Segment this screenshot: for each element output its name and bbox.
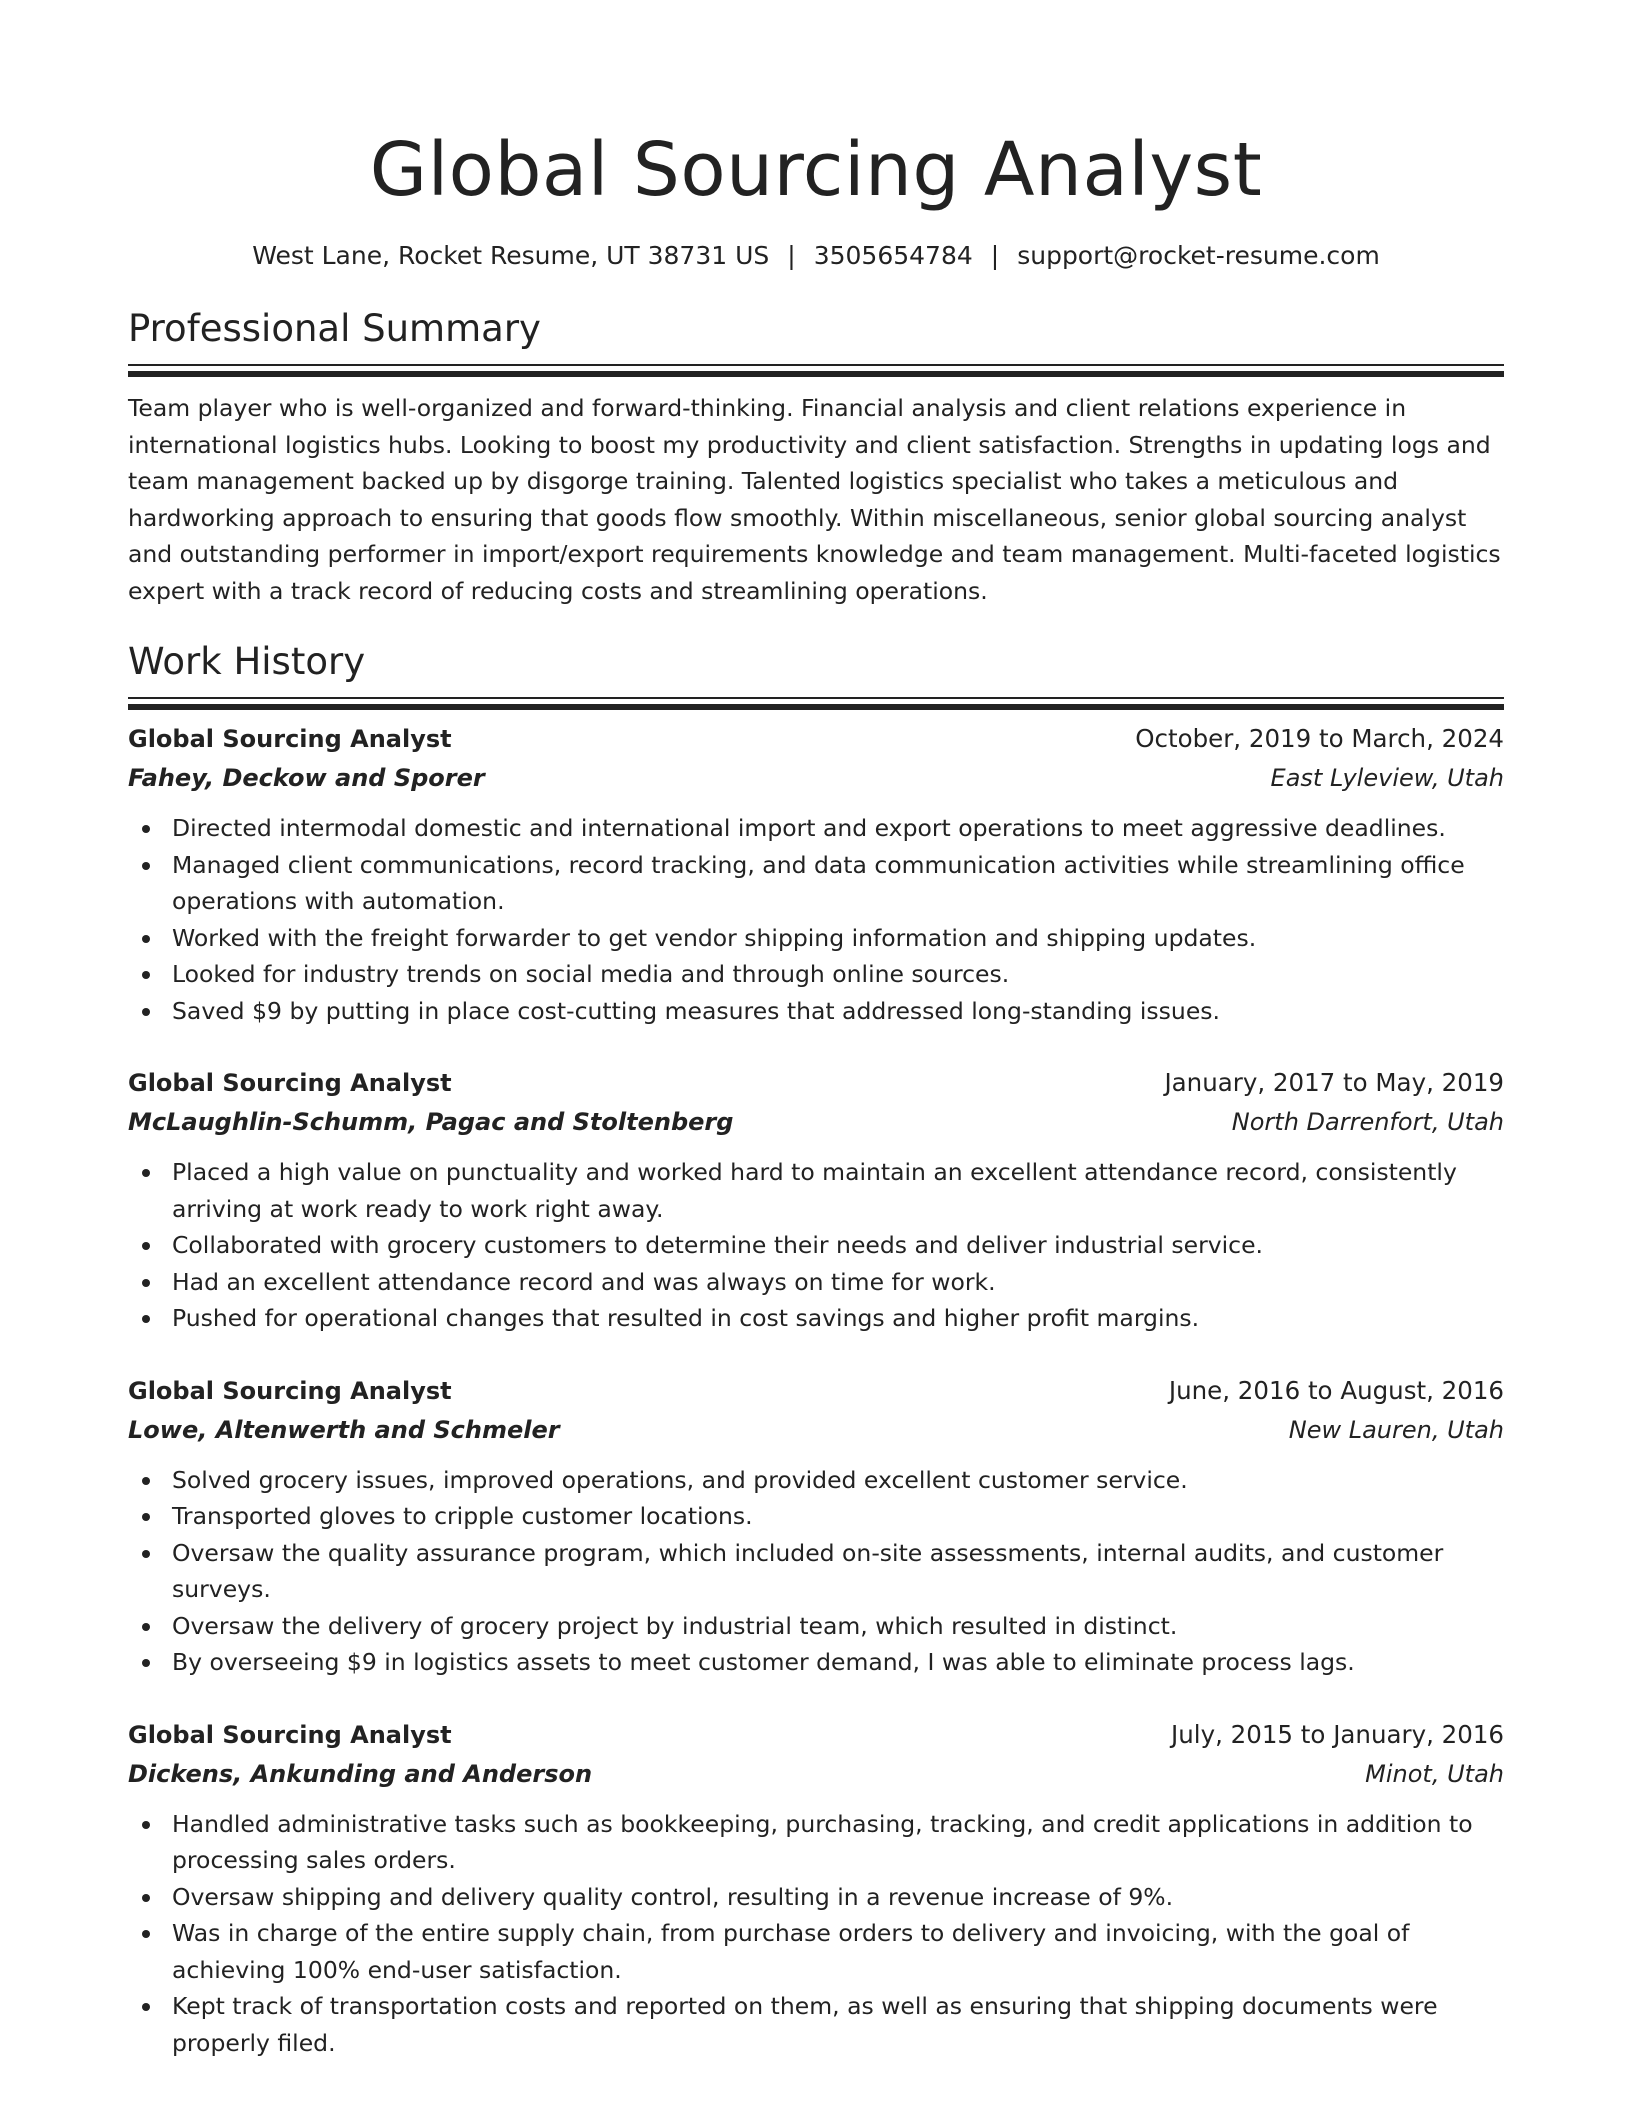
job-dates: October, 2019 to March, 2024: [1135, 724, 1504, 753]
section-title-summary: Professional Summary: [128, 307, 541, 350]
job-company-row: [128, 1755, 1504, 1794]
job-title: Global Sourcing Analyst: [128, 1376, 452, 1405]
contact-line: [128, 238, 1504, 274]
job-bullet: Kept track of transportation costs and reported on them, as well as ensuring that shipping documents were properly filed.: [128, 1988, 1504, 2061]
job-entry: [128, 1715, 1504, 2062]
job-header-row: [128, 1371, 1504, 1411]
company-name: Fahey, Deckow and Sporer: [128, 764, 485, 792]
contact-phone: 3505654784: [813, 241, 973, 270]
job-location: North Darrenfort, Utah: [1231, 1108, 1504, 1136]
job-dates: January, 2017 to May, 2019: [1164, 1068, 1504, 1097]
job-bullet: Oversaw the delivery of grocery project by industrial team, which resulted in distinct.: [128, 1608, 1504, 1645]
job-bullet: Managed client communications, record tracking, and data communication activities while streamlining office operations with automation.: [128, 847, 1504, 920]
job-location: New Lauren, Utah: [1288, 1415, 1504, 1444]
job-location: East Lyleview, Utah: [1270, 764, 1504, 792]
job-header-row: [128, 1715, 1504, 1755]
job-bullet: Handled administrative tasks such as bookkeeping, purchasing, tracking, and credit applications in addition to processing sales orders.: [128, 1806, 1504, 1879]
job-bullet: By overseeing $9 in logistics assets to meet customer demand, I was able to eliminate process lags.: [128, 1644, 1504, 1681]
job-bullet: Placed a high value on punctuality and worked hard to maintain an excellent attendance record, consistently arriving at work ready to work right away.: [128, 1154, 1504, 1227]
job-bullet: Had an excellent attendance record and was always on time for work.: [128, 1264, 1504, 1301]
job-bullet: Saved $9 by putting in place cost-cutting measures that addressed long-standing issues.: [128, 993, 1504, 1030]
job-location: Minot, Utah: [1365, 1759, 1504, 1788]
job-bullet-list: [128, 1806, 1504, 2062]
company-name: Lowe, Altenwerth and Schmeler: [128, 1415, 560, 1444]
work-history-section: [128, 637, 1504, 2061]
job-dates: June, 2016 to August, 2016: [1168, 1375, 1504, 1405]
job-header-row: [128, 1063, 1504, 1103]
job-bullet: Looked for industry trends on social media and through online sources.: [128, 956, 1504, 993]
job-title: Global Sourcing Analyst: [128, 1720, 452, 1749]
job-company-row: [128, 1103, 1504, 1142]
section-title-work-history: Work History: [128, 640, 366, 683]
job-bullet-list: [128, 1462, 1504, 1681]
job-entry: [128, 1063, 1504, 1337]
contact-email[interactable]: support@rocket-resume.com: [1017, 241, 1380, 270]
resume-page: [128, 120, 1504, 2061]
candidate-name: Global Sourcing Analyst: [369, 127, 1263, 213]
job-bullet: Worked with the freight forwarder to get vendor shipping information and shipping updates.: [128, 920, 1504, 957]
job-entry: [128, 1371, 1504, 1681]
section-divider: [128, 364, 1504, 366]
job-company-row: [128, 1411, 1504, 1450]
job-entry: [128, 719, 1504, 1029]
job-bullet: Directed intermodal domestic and international import and export operations to meet aggressive deadlines.: [128, 810, 1504, 847]
job-bullet: Oversaw the quality assurance program, which included on-site assessments, internal audits, and customer surveys.: [128, 1535, 1504, 1608]
contact-separator: |: [787, 241, 796, 270]
section-divider: [128, 697, 1504, 699]
job-bullet: Oversaw shipping and delivery quality control, resulting in a revenue increase of 9%.: [128, 1879, 1504, 1916]
job-header-row: [128, 719, 1504, 759]
job-bullet: Was in charge of the entire supply chain, from purchase orders to delivery and invoicing, with the goal of achieving 100% end-user satisfaction.: [128, 1915, 1504, 1988]
job-bullet: Pushed for operational changes that resulted in cost savings and higher profit margins.: [128, 1300, 1504, 1337]
job-title: Global Sourcing Analyst: [128, 1069, 452, 1097]
job-title: Global Sourcing Analyst: [128, 725, 452, 753]
company-name: McLaughlin-Schumm, Pagac and Stoltenberg: [128, 1108, 734, 1136]
job-company-row: [128, 759, 1504, 798]
contact-separator: |: [990, 241, 1000, 270]
job-bullet-list: [128, 810, 1504, 1029]
job-bullet-list: [128, 1154, 1504, 1337]
company-name: Dickens, Ankunding and Anderson: [128, 1759, 593, 1788]
job-bullet: Collaborated with grocery customers to determine their needs and deliver industrial service.: [128, 1227, 1504, 1264]
job-dates: July, 2015 to January, 2016: [1171, 1719, 1504, 1749]
resume-header: [128, 120, 1504, 274]
job-bullet: Solved grocery issues, improved operations, and provided excellent customer service.: [128, 1462, 1504, 1499]
contact-address: West Lane, Rocket Resume, UT 38731 US: [252, 241, 770, 270]
professional-summary-section: [128, 304, 1504, 609]
job-bullet: Transported gloves to cripple customer locations.: [128, 1498, 1504, 1535]
summary-text: Team player who is well-organized and forward-thinking. Financial analysis and client relations experience in international logistics hubs. Looking to boost my productivity and client satisfaction. Strengths in updating logs and team management backed up by disgorge training. Talented logistics specialist who takes a meticulous and hardworking approach to ensuring that goods flow smoothly. Within miscellaneous, senior global sourcing analyst and outstanding performer in import/export requirements knowledge and team management. Multi-faceted logistics expert with a track record of reducing costs and streamlining operations.: [128, 394, 1501, 605]
